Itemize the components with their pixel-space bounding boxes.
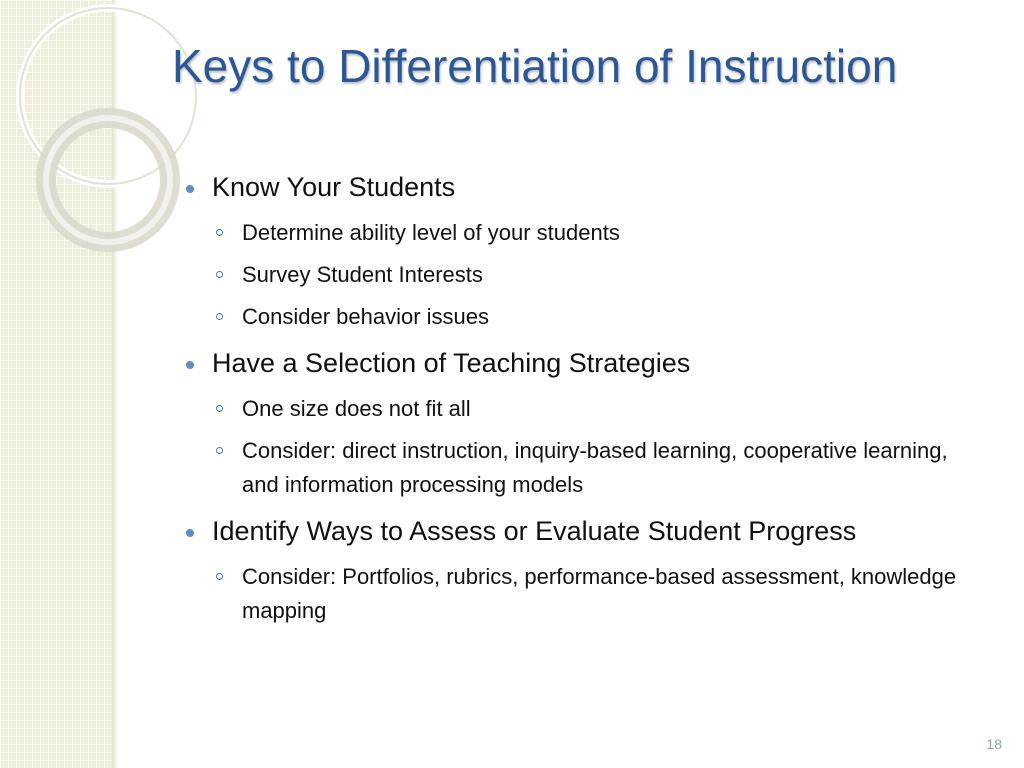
sub-bullet-text: Consider: direct instruction, inquiry-based learning, cooperative learning, and information processing models — [242, 438, 948, 497]
sub-bullet — [216, 258, 986, 292]
sub-bullet — [216, 216, 986, 250]
bullet-know-your-students — [186, 170, 986, 204]
hollow-circle-bullet-icon — [216, 271, 223, 278]
hollow-circle-bullet-icon — [216, 229, 223, 236]
hollow-circle-bullet-icon — [216, 573, 223, 580]
sub-bullet-text: Consider: Portfolios, rubrics, performance-based assessment, knowledge mapping — [242, 564, 957, 623]
sub-bullet-text: Consider behavior issues — [242, 304, 490, 329]
slide-title: Keys to Differentiation of Instruction — [172, 40, 898, 92]
hollow-circle-bullet-icon — [216, 405, 223, 412]
filled-circle-bullet-icon — [186, 185, 194, 193]
sub-bullet — [216, 434, 986, 502]
filled-circle-bullet-icon — [186, 529, 194, 537]
hollow-circle-bullet-icon — [216, 313, 223, 320]
bullet-text: Identify Ways to Assess or Evaluate Student Progress — [212, 516, 857, 546]
bullet-assess-progress — [186, 514, 986, 548]
bullet-text: Have a Selection of Teaching Strategies — [212, 348, 691, 378]
bullet-text: Know Your Students — [212, 172, 456, 202]
hollow-circle-bullet-icon — [216, 447, 223, 454]
sub-bullet — [216, 392, 986, 426]
sub-bullet — [216, 300, 986, 334]
filled-circle-bullet-icon — [186, 361, 194, 369]
sub-bullet-text: Determine ability level of your students — [242, 220, 620, 245]
sub-bullet-text: Survey Student Interests — [242, 262, 483, 287]
page-number: 18 — [986, 736, 1002, 752]
sub-bullet — [216, 560, 986, 628]
slide-body — [186, 170, 986, 628]
bullet-teaching-strategies — [186, 346, 986, 380]
sub-bullet-text: One size does not fit all — [242, 396, 471, 421]
